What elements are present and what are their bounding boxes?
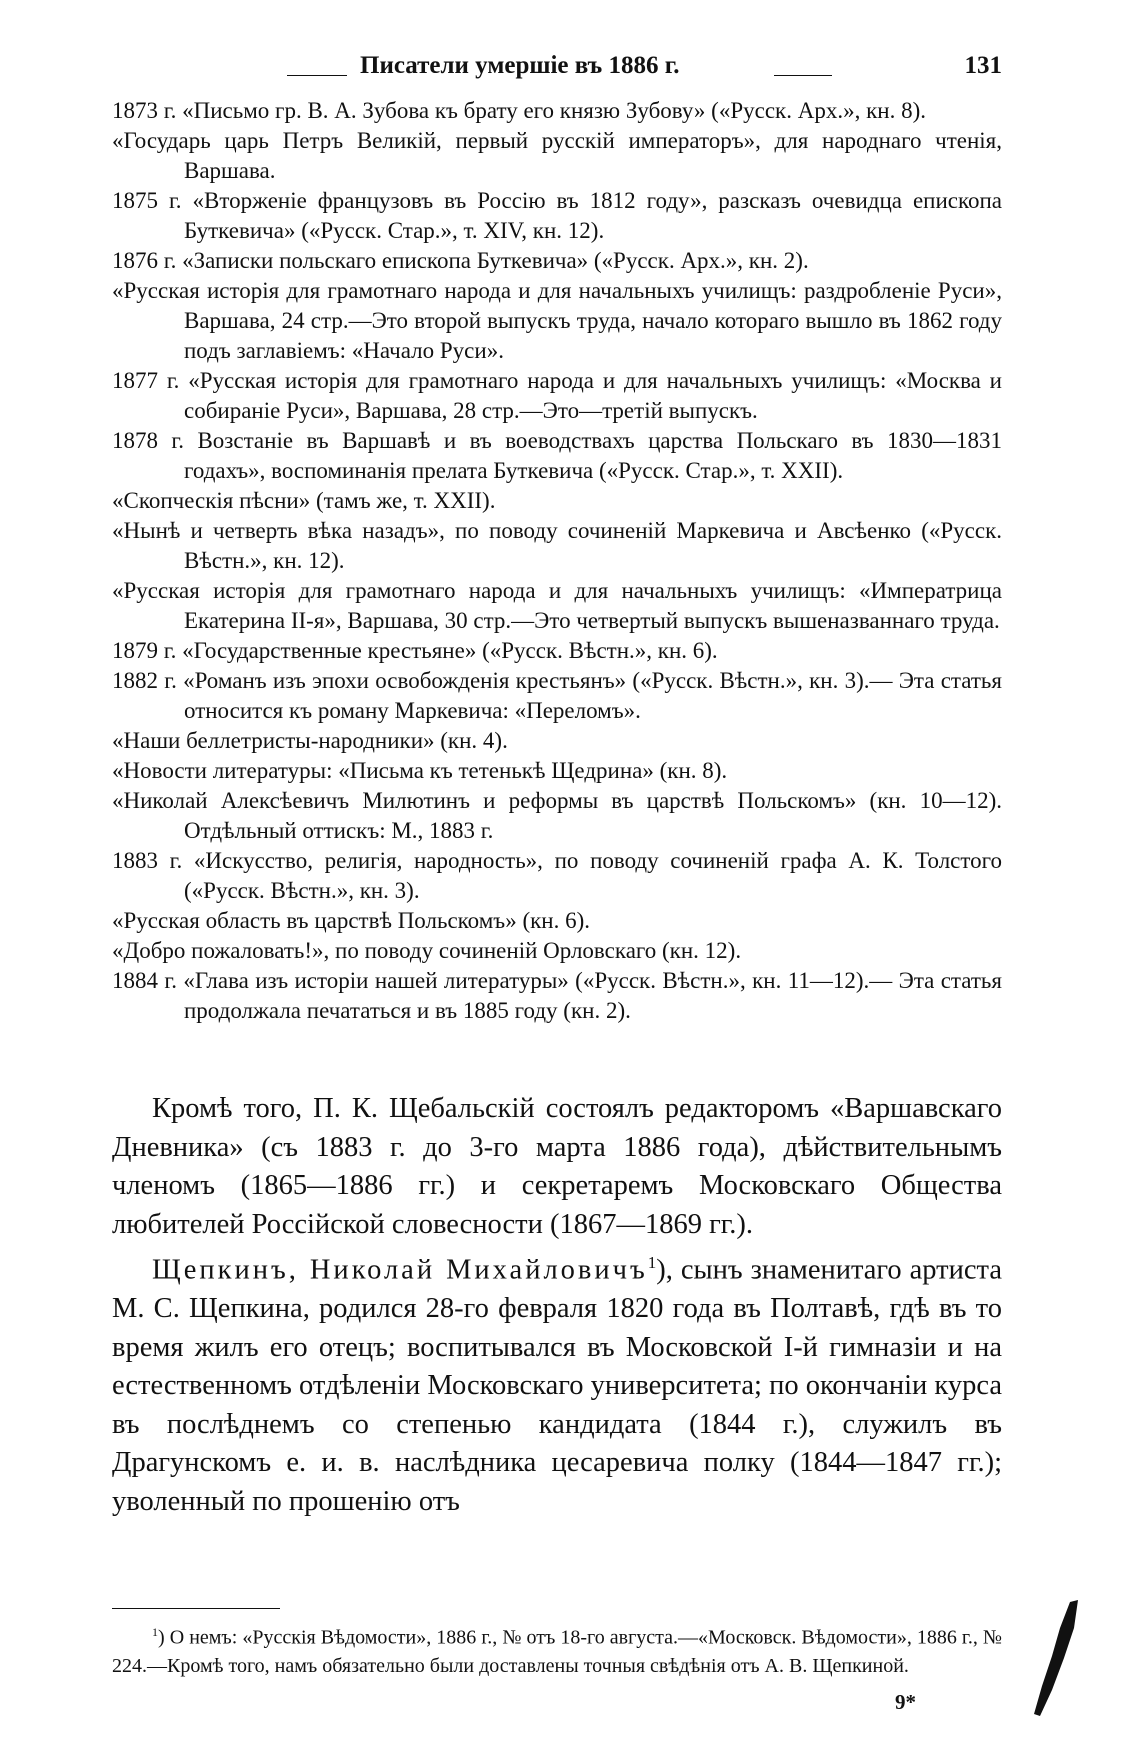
- main-text: [112, 1090, 1002, 1521]
- bibliography-entry: «Русская область въ царствѣ Польскомъ» (кн. 6).: [112, 908, 590, 933]
- bibliography-entry: «Русская исторія для грамотнаго народа и для начальныхъ училищъ: «Императрица Екатерина II-я», Варшава, 30 стр.—Это четвертый выпускъ вышеназваннаго труда.: [112, 578, 1002, 633]
- bibliography-entry: 1877 г. «Русская исторія для грамотнаго народа и для начальныхъ училищъ: «Москва и собираніе Руси», Варшава, 28 стр.—Это—третій выпускъ.: [112, 368, 1002, 423]
- bibliography-entry: 1883 г. «Искусство, религія, народность», по поводу сочиненій графа А. К. Толстого («Русск. Вѣстн.», кн. 3).: [112, 848, 1002, 903]
- bibliography-entry: 1876 г. «Записки польскаго епископа Буткевича» («Русск. Арх.», кн. 2).: [112, 248, 809, 273]
- footnote-divider: [112, 1608, 280, 1609]
- bibliography-entry: «Наши беллетристы-народники» (кн. 4).: [112, 728, 508, 753]
- header-rule-right: [774, 75, 832, 76]
- bibliography-entry: 1878 г. Возстаніе въ Варшавѣ и въ воеводствахъ царства Польскаго въ 1830—1831 годахъ», воспоминанія прелата Буткевича («Русск. Стар.», т. XXII).: [112, 428, 1002, 483]
- bibliography-entry: «Добро пожаловать!», по поводу сочиненій Орловскаго (кн. 12).: [112, 938, 742, 963]
- running-title: Писатели умершіе въ 1886 г.: [360, 52, 680, 79]
- bibliography-entry: 1882 г. «Романъ изъ эпохи освобожденія крестьянъ» («Русск. Вѣстн.», кн. 3).— Эта статья относится къ роману Маркевича: «Переломъ».: [112, 668, 1002, 723]
- page-number: 131: [964, 52, 1002, 79]
- scan-edge-mark: [1012, 1598, 1082, 1718]
- running-header: [112, 52, 1002, 92]
- bibliography-list: [112, 96, 1002, 1026]
- bibliography-entry: «Государь царь Петръ Великій, первый русскій императоръ», для народнаго чтенія, Варшава.: [112, 128, 1002, 183]
- paragraph-editorship: Кромѣ того, П. К. Щебальскій состоялъ редакторомъ «Варшавскаго Дневника» (съ 1883 г. до 3-го марта 1886 года), дѣйствительнымъ членомъ (1865—1886 гг.) и секретаремъ Московскаго Общества любителей Россійской словесности (1867—1869 гг.).: [112, 1093, 1002, 1240]
- footnote: [112, 1618, 1002, 1680]
- biography-text: ), сынъ знаменитаго артиста М. С. Щепкина, родился 28-го февраля 1820 года въ Полтавѣ, гдѣ въ то время жилъ его отецъ; воспитывался въ Московской I-й гимназіи и на естественномъ отдѣленіи Московскаго университета; по окончаніи курса въ послѣднемъ со степенью кандидата (1844 г.), служилъ въ Драгунскомъ е. и. в. наслѣдника цесаревича полку (1844—1847 гг.); уволенный по прошенію отъ: [112, 1254, 1002, 1517]
- bibliography-entry: «Николай Алексѣевичъ Милютинъ и реформы въ царствѣ Польскомъ» (кн. 10—12). Отдѣльный оттискъ: М., 1883 г.: [112, 788, 1002, 843]
- footnote-marker: 1: [152, 1625, 158, 1639]
- signature-mark: 9*: [895, 1690, 916, 1714]
- bibliography-entry: «Скопческія пѣсни» (тамъ же, т. XXII).: [112, 488, 496, 513]
- paragraph-shchepkin: [112, 1244, 1002, 1521]
- bibliography-entry: «Нынѣ и четверть вѣка назадъ», по поводу сочиненій Маркевича и Авсѣенко («Русск. Вѣстн.», кн. 12).: [112, 518, 1002, 573]
- bibliography-entry: 1875 г. «Вторженіе французовъ въ Россію въ 1812 году», разсказъ очевидца епископа Буткевича» («Русск. Стар.», т. XIV, кн. 12).: [112, 188, 1002, 243]
- bibliography-entry: «Новости литературы: «Письма къ тетенькѣ Щедрина» (кн. 8).: [112, 758, 728, 783]
- footnote-reference[interactable]: 1: [647, 1253, 657, 1272]
- header-rule-left: [287, 75, 347, 76]
- bibliography-entry: «Русская исторія для грамотнаго народа и для начальныхъ училищъ: раздробленіе Руси», Варшава, 24 стр.—Это второй выпускъ труда, начало котораго вышло въ 1862 году подъ заглавіемъ: «Начало Руси».: [112, 278, 1002, 363]
- bibliography-entry: 1879 г. «Государственные крестьяне» («Русск. Вѣстн.», кн. 6).: [112, 638, 718, 663]
- biography-name: Щепкинъ, Николай Михайловичъ: [152, 1254, 648, 1286]
- bibliography-entry: 1884 г. «Глава изъ исторіи нашей литературы» («Русск. Вѣстн.», кн. 11—12).— Эта статья продолжала печататься и въ 1885 году (кн. 2).: [112, 968, 1002, 1023]
- bibliography-entry: 1873 г. «Письмо гр. В. А. Зубова къ брату его князю Зубову» («Русск. Арх.», кн. 8).: [112, 98, 926, 123]
- footnote-text: ) О немъ: «Русскія Вѣдомости», 1886 г., № отъ 18-го августа.—«Московск. Вѣдомости», 1886 г., № 224.—Кромѣ того, намъ обязательно были доставлены точныя свѣдѣнія отъ А. В. Щепкиной.: [112, 1626, 1002, 1677]
